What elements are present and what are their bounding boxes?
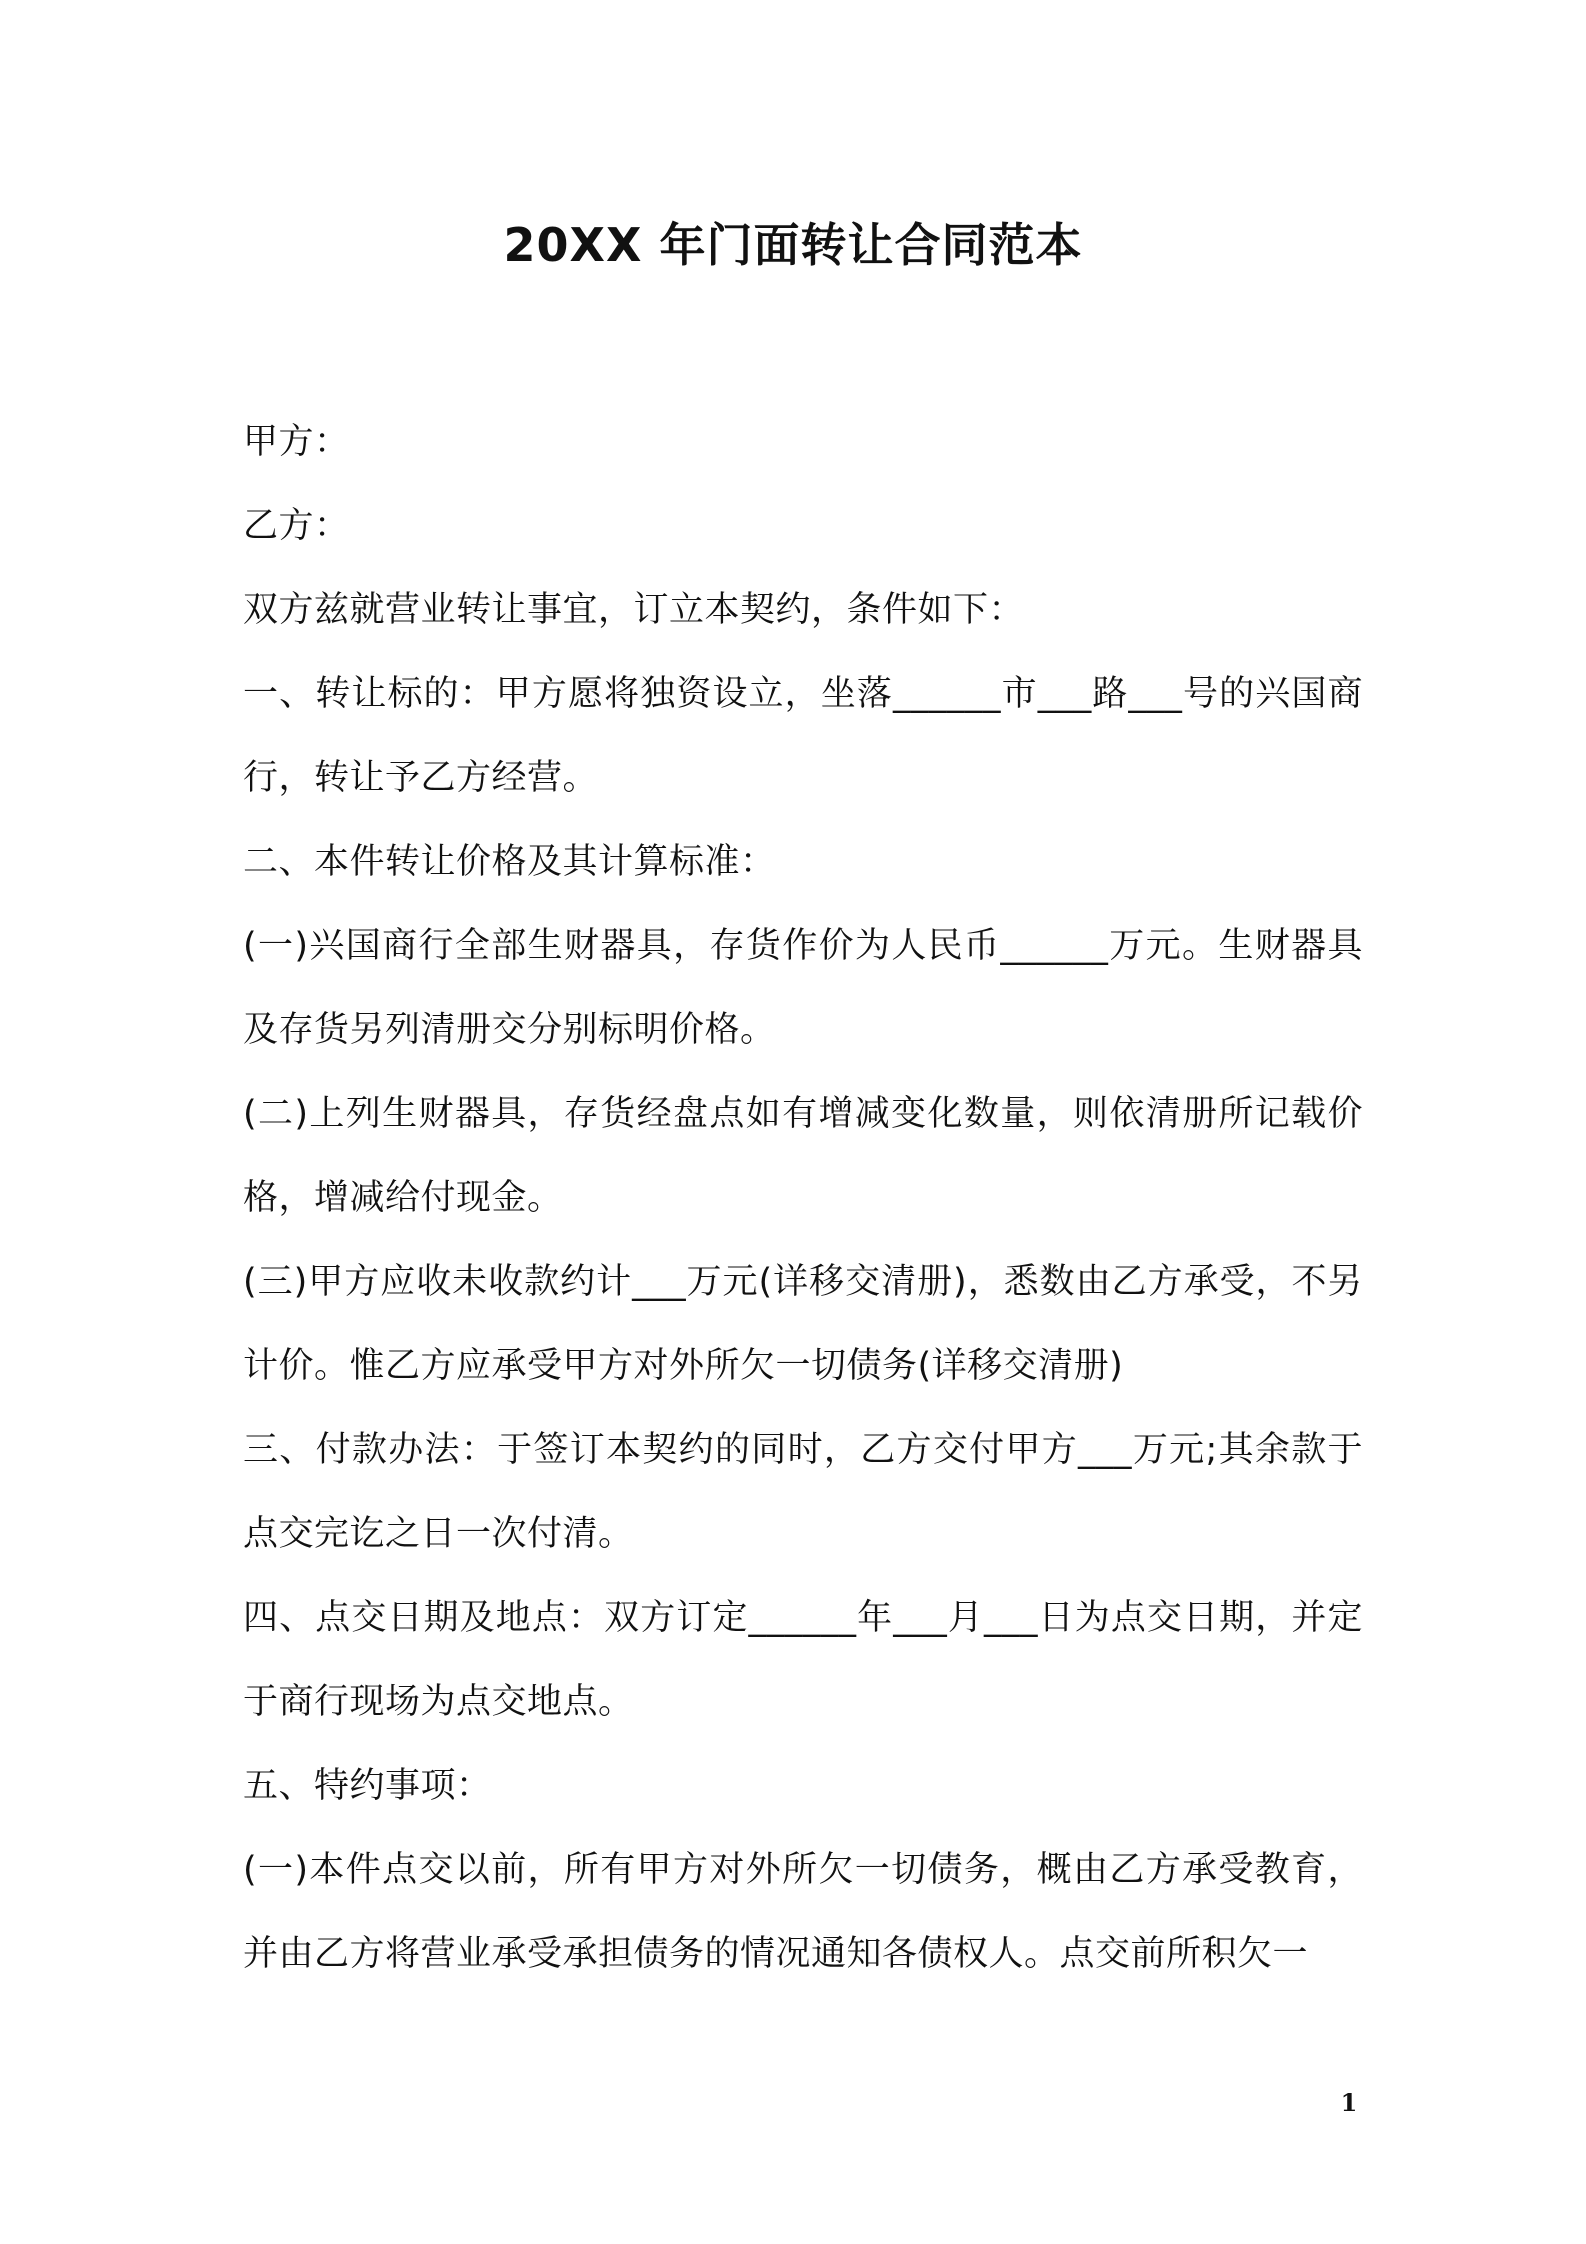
clause-2-heading: 二、本件转让价格及其计算标准： bbox=[243, 842, 776, 882]
party-a-line: 甲方： bbox=[243, 422, 350, 462]
party-b-line: 乙方： bbox=[243, 506, 350, 546]
clause-2-item-3: (三)甲方应收未收款约计___万元(详移交清册)，悉数由乙方承受，不另计价。惟乙方应承受甲方对外所欠一切债务(详移交清册) bbox=[243, 1262, 1363, 1386]
clause-2-item-2: (二)上列生财器具，存货经盘点如有增减变化数量，则依清册所记载价格，增减给付现金。 bbox=[243, 1094, 1363, 1218]
clause-2-item-1: (一)兴国商行全部生财器具，存货作价为人民币______万元。生财器具及存货另列清册交分别标明价格。 bbox=[243, 926, 1363, 1050]
clause-1-paragraph: 一、转让标的：甲方愿将独资设立，坐落______市___路___号的兴国商行，转让予乙方经营。 bbox=[243, 674, 1363, 798]
document-body bbox=[243, 400, 1363, 1996]
clause-3-paragraph: 三、付款办法：于签订本契约的同时，乙方交付甲方___万元;其余款于点交完讫之日一次付清。 bbox=[243, 1430, 1363, 1554]
preamble-paragraph: 双方兹就营业转让事宜，订立本契约，条件如下： bbox=[243, 590, 1025, 630]
page-number: 1 bbox=[1340, 2088, 1358, 2117]
clause-4-paragraph: 四、点交日期及地点：双方订定______年___月___日为点交日期，并定于商行现场为点交地点。 bbox=[243, 1598, 1363, 1722]
clause-5-item-1: (一)本件点交以前，所有甲方对外所欠一切债务，概由乙方承受教育，并由乙方将营业承受承担债务的情况通知各债权人。点交前所积欠一 bbox=[243, 1850, 1363, 1974]
clause-5-heading: 五、特约事项： bbox=[243, 1766, 492, 1806]
document-title: 20XX 年门面转让合同范本 bbox=[503, 218, 1083, 272]
